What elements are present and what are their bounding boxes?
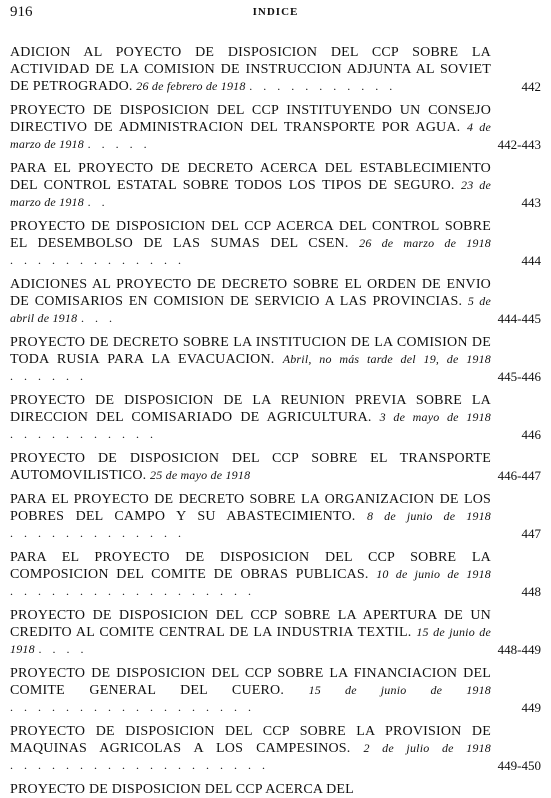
entry-date: 8 de junio de 1918 xyxy=(366,509,492,523)
entry-pages: 449 xyxy=(521,700,541,715)
entry-title-line xyxy=(10,607,491,658)
index-entry xyxy=(10,102,541,153)
entry-date: 3 de mayo de 1918 xyxy=(379,410,492,424)
entry-title: PROYECTO DE DISPOSICION DE LA REUNION PREVIA SOBRE LA DIRECCION DEL COMISARIADO DE AGRICULTURA. xyxy=(10,393,491,425)
entry-title: ADICIONES AL PROYECTO DE DECRETO SOBRE EL ORDEN DE ENVIO DE COMISARIOS EN COMISION DE SERVICIO A LAS PROVINCIAS. xyxy=(10,277,491,309)
entry-title-line xyxy=(10,334,491,385)
index-entry xyxy=(10,491,541,542)
entry-title: PROYECTO DE DISPOSICION DEL CCP ACERCA DEL xyxy=(10,782,354,797)
running-head: INDICE xyxy=(252,6,299,18)
index-entry xyxy=(10,549,541,600)
dot-leader: . . . . . . xyxy=(10,369,87,383)
entry-pages: 443 xyxy=(521,195,541,210)
entry-title: PROYECTO DE DISPOSICION DEL CCP SOBRE LA APERTURA DE UN CREDITO AL COMITE CENTRAL DE LA INDUSTRIA TEXTIL. xyxy=(10,608,491,640)
entry-pages: 447 xyxy=(521,526,541,541)
index-entry xyxy=(10,392,541,443)
entry-title-line xyxy=(10,160,491,211)
entry-title: PARA EL PROYECTO DE DECRETO ACERCA DEL ESTABLECIMIENTO DEL CONTROL ESTATAL SOBRE TODOS LOS TIPOS DE SEGURO. xyxy=(10,161,491,193)
entry-pages: 449-450 xyxy=(497,758,541,773)
entry-pages: 446 xyxy=(521,427,541,442)
entry-title-line xyxy=(10,102,491,153)
entry-pages: 446-447 xyxy=(497,468,541,483)
entry-title: PROYECTO DE DISPOSICION DEL CCP SOBRE LA PROVISION DE MAQUINAS AGRICOLAS A LOS CAMPESINOS. xyxy=(10,724,491,756)
entry-pages: 442 xyxy=(521,79,541,94)
dot-leader: . . . . . xyxy=(87,137,151,151)
dot-leader: . . . . . . . . . . . xyxy=(10,427,157,441)
entry-title-line xyxy=(10,218,491,269)
entry-title-line xyxy=(10,491,491,542)
index-entry xyxy=(10,218,541,269)
dot-leader: . . . . xyxy=(38,642,88,656)
entry-date: 26 de marzo de 1918 xyxy=(359,236,492,250)
entry-pages: 445-446 xyxy=(497,369,541,384)
index-entry xyxy=(10,276,541,327)
entry-title-line xyxy=(10,665,491,716)
dot-leader: . . . . . . . . . . . . . xyxy=(10,526,185,540)
index-entry xyxy=(10,44,541,95)
entry-title-line xyxy=(10,44,491,95)
dot-leader: . . . . . . . . . . . . . . . . . . xyxy=(10,700,255,714)
index-entry xyxy=(10,607,541,658)
entry-title: PARA EL PROYECTO DE DECRETO SOBRE LA ORGANIZACION DE LOS POBRES DEL CAMPO Y SU ABASTECIMIENTO. xyxy=(10,492,491,524)
entry-title: PROYECTO DE DISPOSICION DEL CCP INSTITUYENDO UN CONSEJO DIRECTIVO DE ADMINISTRACION DEL TRANSPORTE POR AGUA. xyxy=(10,103,491,135)
entry-title: PROYECTO DE DECRETO SOBRE LA INSTITUCION DE LA COMISION DE TODA RUSIA PARA LA EVACUACION. xyxy=(10,335,491,367)
entry-title-line xyxy=(10,392,491,443)
entry-title: PROYECTO DE DISPOSICION DEL CCP ACERCA DEL CONTROL SOBRE EL DESEMBOLSO DE LAS SUMAS DEL CSEN. xyxy=(10,219,491,251)
entry-date: 23 de marzo de 1918 xyxy=(10,178,492,209)
index-entry-partial xyxy=(10,781,541,798)
entry-title-line xyxy=(10,450,491,484)
dot-leader: . . . . . . . . . . . . . . . . . . xyxy=(10,584,255,598)
entry-title-line xyxy=(10,549,491,600)
entry-date: 15 de junio de 1918 xyxy=(10,625,492,656)
entry-date: 5 de abril de 1918 xyxy=(10,294,491,325)
entry-title-line xyxy=(10,723,491,774)
entry-title: PROYECTO DE DISPOSICION DEL CCP SOBRE EL TRANSPORTE AUTOMOVILISTICO. xyxy=(10,451,491,483)
entry-pages: 442-443 xyxy=(497,137,541,152)
entry-pages: 448-449 xyxy=(497,642,541,657)
dot-leader: . . . . . . . . . . . xyxy=(249,79,397,93)
entry-title: ADICION AL POYECTO DE DISPOSICION DEL CCP SOBRE LA ACTIVIDAD DE LA COMISION DE INSTRUCCION ADJUNTA AL SOVIET DE PETROGRADO. xyxy=(10,45,491,94)
index-entry xyxy=(10,665,541,716)
entry-date: 26 de febrero de 1918 xyxy=(136,79,246,93)
index-entries xyxy=(10,44,541,798)
entry-pages: 448 xyxy=(521,584,541,599)
entry-date: 10 de junio de 1918 xyxy=(376,567,492,581)
entry-title-line xyxy=(10,276,491,327)
entry-date: 4 de marzo de 1918 xyxy=(10,120,491,151)
entry-pages: 444-445 xyxy=(497,311,541,326)
index-entry xyxy=(10,334,541,385)
entry-date: 2 de julio de 1918 xyxy=(363,741,491,755)
entry-pages: 444 xyxy=(521,253,541,268)
dot-leader: . . . . . . . . . . . . . xyxy=(10,253,185,267)
entry-date: 15 de junio de 1918 xyxy=(308,683,492,697)
entry-date: 25 de mayo de 1918 xyxy=(150,468,251,482)
dot-leader: . . . . . . . . . . . . . . . . . . . xyxy=(10,758,269,772)
index-entry xyxy=(10,160,541,211)
index-entry xyxy=(10,723,541,774)
entry-title: PROYECTO DE DISPOSICION DEL CCP SOBRE LA FINANCIACION DEL COMITE GENERAL DEL CUERO. xyxy=(10,666,491,698)
index-entry xyxy=(10,450,541,484)
dot-leader: . . . xyxy=(80,311,116,325)
entry-date: Abril, no más tarde del 19, de 1918 xyxy=(282,352,492,366)
dot-leader: . . xyxy=(87,195,109,209)
page-number: 916 xyxy=(10,4,33,20)
entry-title: PARA EL PROYECTO DE DISPOSICION DEL CCP SOBRE LA COMPOSICION DEL COMITE DE OBRAS PUBLICAS. xyxy=(10,550,491,582)
